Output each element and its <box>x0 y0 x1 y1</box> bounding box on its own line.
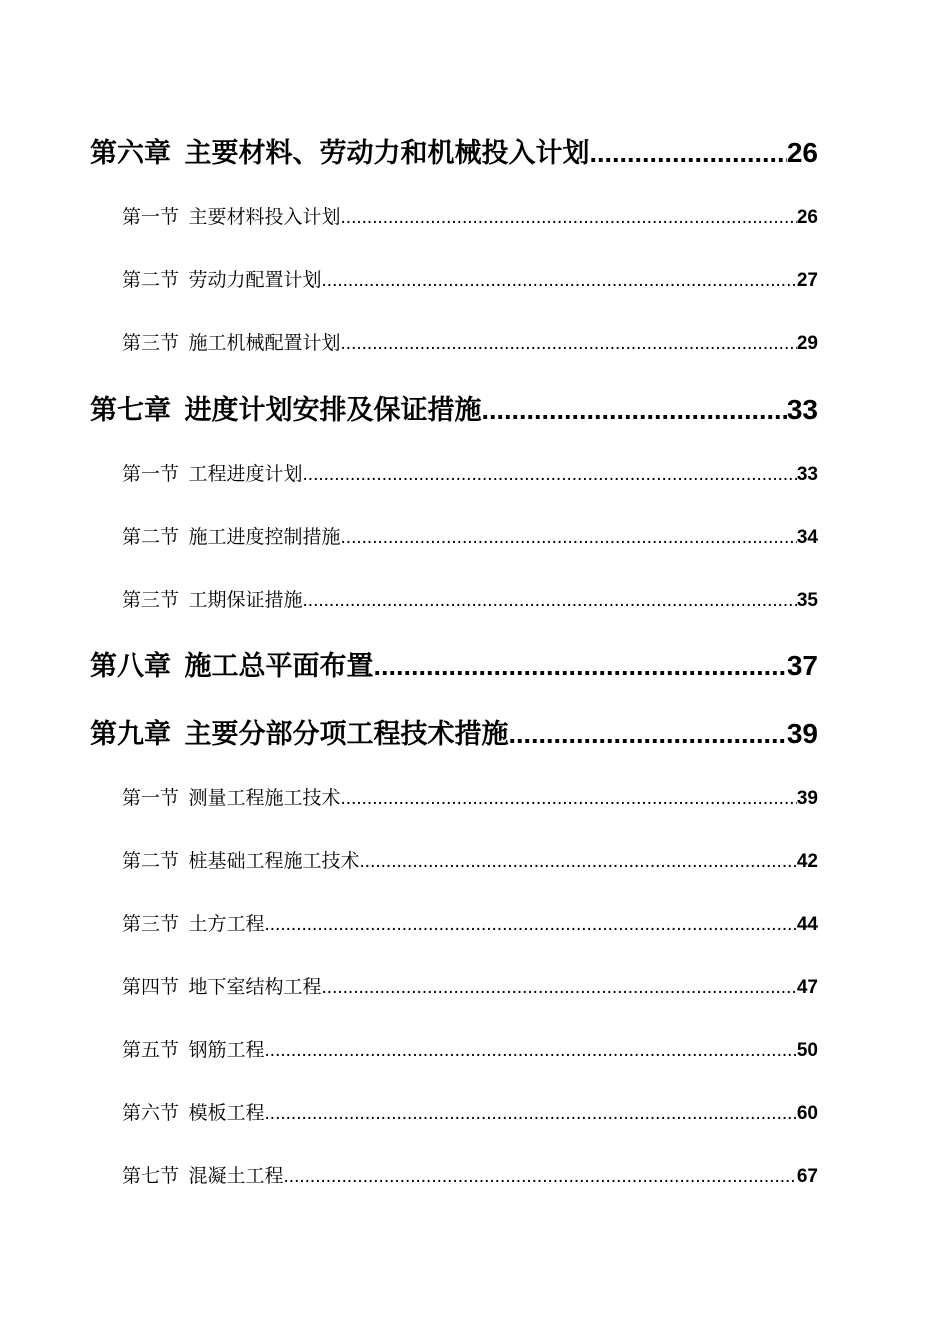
toc-number: 第二节 <box>122 850 180 872</box>
toc-number: 第二节 <box>122 269 180 291</box>
toc-chapter-entry[interactable] <box>90 644 818 684</box>
toc-page-number: 33 <box>796 464 818 485</box>
toc-label <box>122 459 303 486</box>
toc-page-number: 26 <box>786 137 818 168</box>
toc-page-number: 47 <box>796 977 818 998</box>
toc-title: 主要材料、劳动力和机械投入计划 <box>184 138 590 169</box>
toc-page-number: 27 <box>796 270 818 291</box>
toc-chapter-entry[interactable] <box>90 131 818 171</box>
toc-number: 第七章 <box>90 395 171 426</box>
dot-leader <box>482 395 787 426</box>
toc-title: 施工进度控制措施 <box>188 526 341 548</box>
toc-label <box>122 783 341 810</box>
toc-section-entry[interactable] <box>122 459 818 489</box>
toc-page-number: 50 <box>796 1040 818 1061</box>
toc-label <box>90 131 590 170</box>
toc-number: 第三节 <box>122 589 180 611</box>
toc-number: 第六节 <box>122 1102 180 1124</box>
toc-title: 模板工程 <box>188 1102 265 1124</box>
toc-section-entry[interactable] <box>122 1098 818 1128</box>
toc-title: 钢筋工程 <box>188 1039 265 1061</box>
toc-number: 第八章 <box>90 651 171 682</box>
toc-section-entry[interactable] <box>122 1161 818 1191</box>
toc-page-number: 39 <box>786 718 818 749</box>
dot-leader <box>590 138 787 169</box>
dot-leader <box>322 977 797 999</box>
toc-label <box>122 846 360 873</box>
toc-label <box>90 644 374 683</box>
toc-number: 第三节 <box>122 332 180 354</box>
toc-page-number: 37 <box>786 650 818 681</box>
toc-number: 第三节 <box>122 913 180 935</box>
toc-number: 第二节 <box>122 526 180 548</box>
toc-page-number: 26 <box>796 207 818 228</box>
toc-label <box>90 712 509 751</box>
toc-label <box>122 1161 284 1188</box>
toc-title: 地下室结构工程 <box>188 976 322 998</box>
toc-page-number: 29 <box>796 333 818 354</box>
toc-label <box>122 265 322 292</box>
toc-page-number: 67 <box>796 1166 818 1187</box>
toc-number: 第七节 <box>122 1165 180 1187</box>
toc-chapter-entry[interactable] <box>90 712 818 752</box>
toc-section-entry[interactable] <box>122 202 818 232</box>
toc-section-entry[interactable] <box>122 265 818 295</box>
dot-leader <box>303 590 797 612</box>
toc-section-entry[interactable] <box>122 522 818 552</box>
toc-title: 测量工程施工技术 <box>188 787 341 809</box>
toc-section-entry[interactable] <box>122 1035 818 1065</box>
toc-page-number: 42 <box>796 851 818 872</box>
dot-leader <box>303 464 797 486</box>
toc-label <box>122 909 265 936</box>
toc-number: 第九章 <box>90 719 171 750</box>
toc-label <box>122 585 303 612</box>
dot-leader <box>341 207 797 229</box>
toc-label <box>122 328 341 355</box>
dot-leader <box>284 1166 797 1188</box>
toc-section-entry[interactable] <box>122 783 818 813</box>
toc-title: 主要分部分项工程技术措施 <box>184 719 509 750</box>
dot-leader <box>341 333 797 355</box>
toc-label <box>122 972 322 999</box>
toc-section-entry[interactable] <box>122 585 818 615</box>
toc-section-entry[interactable] <box>122 972 818 1002</box>
toc-number: 第五节 <box>122 1039 180 1061</box>
toc-title: 土方工程 <box>188 913 265 935</box>
toc-page-number: 60 <box>796 1103 818 1124</box>
dot-leader <box>265 914 797 936</box>
dot-leader <box>265 1040 797 1062</box>
toc-label <box>122 522 341 549</box>
toc-page-number: 35 <box>796 590 818 611</box>
toc-title: 劳动力配置计划 <box>188 269 322 291</box>
toc-title: 施工总平面布置 <box>184 651 374 682</box>
dot-leader <box>509 719 787 750</box>
dot-leader <box>341 527 797 549</box>
toc-title: 进度计划安排及保证措施 <box>184 395 482 426</box>
toc-label <box>122 1035 265 1062</box>
toc-title: 混凝土工程 <box>188 1165 284 1187</box>
toc-number: 第四节 <box>122 976 180 998</box>
toc-number: 第六章 <box>90 138 171 169</box>
dot-leader <box>265 1103 797 1125</box>
toc-page-number: 33 <box>786 394 818 425</box>
toc-label <box>122 202 341 229</box>
toc-title: 工期保证措施 <box>188 589 303 611</box>
toc-page-number: 34 <box>796 527 818 548</box>
dot-leader <box>360 851 797 873</box>
toc-section-entry[interactable] <box>122 846 818 876</box>
dot-leader <box>322 270 797 292</box>
toc-number: 第一节 <box>122 787 180 809</box>
toc-title: 工程进度计划 <box>188 463 303 485</box>
dot-leader <box>374 651 787 682</box>
toc-section-entry[interactable] <box>122 328 818 358</box>
toc-label <box>122 1098 265 1125</box>
toc-number: 第一节 <box>122 463 180 485</box>
toc-number: 第一节 <box>122 206 180 228</box>
toc-section-entry[interactable] <box>122 909 818 939</box>
toc-title: 施工机械配置计划 <box>188 332 341 354</box>
toc-label <box>90 388 482 427</box>
toc-page-number: 44 <box>796 914 818 935</box>
toc-title: 主要材料投入计划 <box>188 206 341 228</box>
toc-title: 桩基础工程施工技术 <box>188 850 360 872</box>
dot-leader <box>341 788 797 810</box>
toc-chapter-entry[interactable] <box>90 388 818 428</box>
toc-page-number: 39 <box>796 788 818 809</box>
